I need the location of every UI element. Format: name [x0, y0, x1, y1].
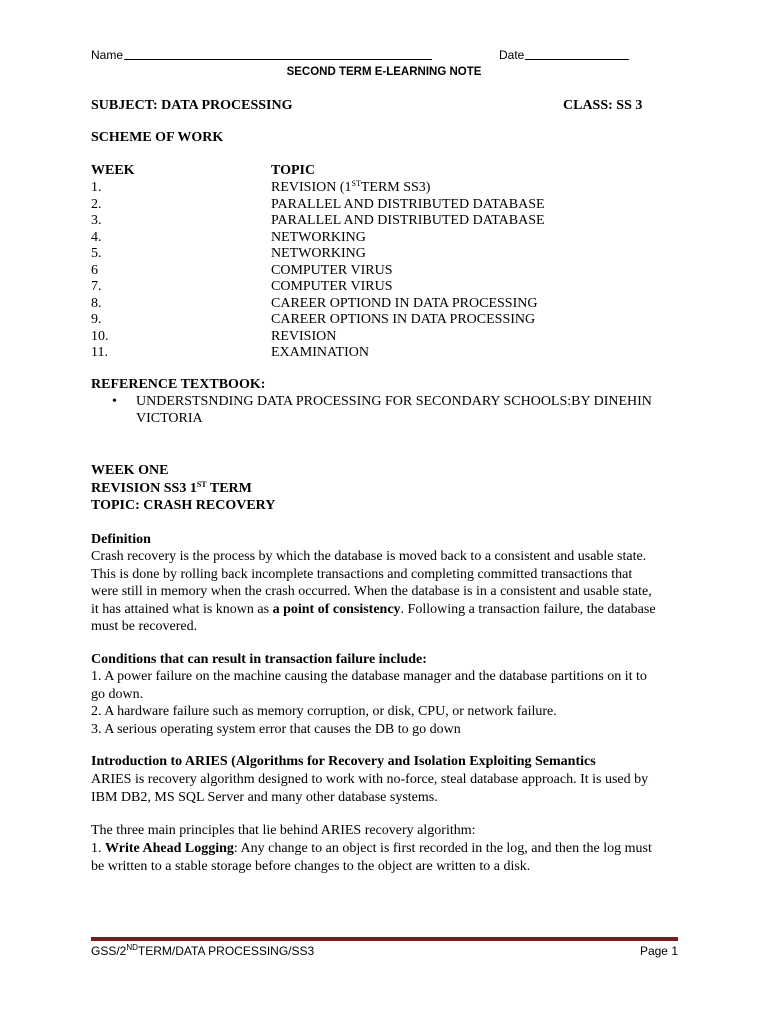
conditions-list: 1. A power failure on the machine causing the database manager and the database partitions on it to go down. 2. A hardware failure such as memory corruption, or disk, CPU, or network failure. 3. A serious operating system error that causes the DB to go down: [91, 669, 647, 737]
date-underline: [525, 47, 629, 60]
name-underline: [124, 47, 432, 60]
week-topic: PARALLEL AND DISTRIBUTED DATABASE: [271, 213, 545, 228]
subject-label: SUBJECT: DATA PROCESSING: [91, 98, 293, 113]
week-number: 8.: [91, 295, 102, 311]
week-topic: COMPUTER VIRUS: [271, 262, 393, 278]
date-label: Date: [499, 48, 525, 62]
scheme-heading: SCHEME OF WORK: [91, 130, 224, 145]
bullet-icon: •: [112, 394, 117, 409]
principle-1: 1. Write Ahead Logging: Any change to an object is first recorded in the log, and then the log must be written to a stable storage before changes to the object are written to a disk.: [91, 841, 652, 874]
definition-paragraph: Crash recovery is the process by which the database is moved back to a consistent and usable state. This is done by rolling back incomplete transactions and completing committed transactions that were still in memory when the crash occurred. When the database is in a consistent and usable state, it has attained what is known as a point of consistency. Following a transaction failure, the database must be recovered.: [91, 549, 656, 634]
footer-rule: [91, 937, 678, 941]
week-column-header: WEEK: [91, 163, 135, 178]
reference-line-1: UNDERSTSNDING DATA PROCESSING FOR SECONDARY SCHOOLS:BY DINEHIN: [136, 394, 652, 409]
scheme-row: [91, 197, 545, 214]
class-label: CLASS: SS 3: [563, 98, 643, 113]
reference-line-2: VICTORIA: [136, 411, 203, 426]
week-number: 3.: [91, 213, 102, 228]
week-topic: EXAMINATION: [271, 345, 369, 360]
date-field: [499, 47, 629, 62]
week-topic: NETWORKING: [271, 229, 366, 245]
scheme-row: [91, 263, 393, 280]
aries-heading: Introduction to ARIES (Algorithms for Recovery and Isolation Exploiting Semantics: [91, 754, 596, 769]
principles-intro: The three main principles that lie behind ARIES recovery algorithm:: [91, 823, 476, 838]
scheme-row: [91, 230, 366, 247]
week-number: 4.: [91, 229, 102, 245]
name-label: Name: [91, 48, 124, 62]
scheme-header-row: [91, 163, 315, 180]
name-field: [91, 47, 432, 62]
week-topic: CAREER OPTIONS IN DATA PROCESSING: [271, 312, 536, 327]
scheme-row: [91, 180, 430, 197]
week-topic: PARALLEL AND DISTRIBUTED DATABASE: [271, 196, 545, 212]
aries-paragraph: ARIES is recovery algorithm designed to work with no-force, steal database approach. It is used by IBM DB2, MS SQL Server and many other database systems.: [91, 772, 649, 805]
week-topic: CAREER OPTIOND IN DATA PROCESSING: [271, 295, 538, 311]
week-one-title: WEEK ONE: [91, 463, 169, 478]
week-number: 1.: [91, 180, 102, 195]
week-topic: REVISION: [271, 328, 337, 344]
scheme-row: [91, 279, 393, 296]
footer-left: GSS/2NDTERM/DATA PROCESSING/SS3: [91, 943, 315, 958]
week-topic: COMPUTER VIRUS: [271, 279, 393, 294]
document-title: SECOND TERM E-LEARNING NOTE: [286, 66, 482, 78]
reference-heading: REFERENCE TEXTBOOK:: [91, 377, 266, 392]
week-number: 11.: [91, 345, 108, 360]
week-number: 6: [91, 262, 98, 278]
topic-title: TOPIC: CRASH RECOVERY: [91, 498, 276, 513]
week-topic: REVISION (1STTERM SS3): [271, 179, 431, 195]
definition-heading: Definition: [91, 532, 151, 547]
scheme-row: [91, 345, 369, 362]
week-number: 2.: [91, 196, 102, 212]
week-number: 5.: [91, 246, 102, 261]
week-number: 7.: [91, 279, 102, 294]
scheme-row: [91, 329, 336, 346]
scheme-row: [91, 246, 366, 263]
topic-column-header: TOPIC: [271, 163, 316, 178]
week-number: 10.: [91, 328, 109, 344]
revision-title: REVISION SS3 1ST TERM: [91, 480, 252, 496]
scheme-row: [91, 296, 537, 313]
scheme-row: [91, 213, 545, 230]
week-number: 9.: [91, 312, 102, 327]
page-number: Page 1: [639, 944, 678, 958]
week-topic: NETWORKING: [271, 246, 366, 261]
conditions-heading: Conditions that can result in transaction failure include:: [91, 652, 427, 667]
scheme-row: [91, 312, 535, 329]
